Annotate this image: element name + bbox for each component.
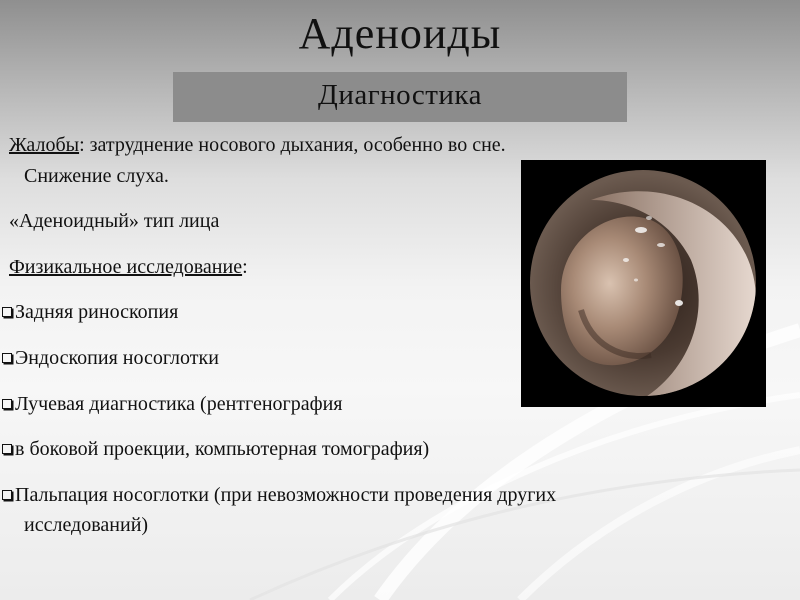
checklist-item-text: Пальпация носоглотки (при невозможности проведения других	[15, 484, 557, 506]
checklist-item-text: Задняя риноскопия	[15, 301, 179, 323]
checkbox-bullet-icon	[2, 399, 12, 409]
physical-exam-lead: Физикальное исследование	[9, 256, 243, 278]
checklist-item-text: в боковой проекции, компьютерная томография)	[15, 438, 430, 460]
checklist-item-text: Лучевая диагностика (рентгенография	[15, 393, 343, 415]
complaints-text: : затруднение носового дыхания, особенно во сне.	[79, 134, 506, 156]
checkbox-bullet-icon	[2, 444, 12, 454]
checklist-item	[2, 299, 178, 325]
physical-exam-colon: :	[242, 256, 248, 278]
complaints-lead: Жалобы	[9, 134, 80, 156]
slide-subtitle: Диагностика	[318, 79, 482, 111]
checkbox-bullet-icon	[2, 490, 12, 500]
endoscopy-image	[521, 160, 766, 407]
complaints-line	[8, 132, 506, 161]
checklist-item-text: Эндоскопия носоглотки	[15, 347, 219, 369]
face-type-line	[8, 208, 219, 237]
endoscopy-photo-icon	[521, 160, 766, 407]
checkbox-bullet-icon	[2, 307, 12, 317]
checklist-continuation: исследований)	[24, 514, 149, 536]
complaints-continuation: Снижение слуха.	[24, 165, 169, 187]
checklist-item	[2, 345, 219, 371]
checklist-item	[2, 482, 556, 508]
checkbox-bullet-icon	[2, 353, 12, 363]
face-type-text: «Аденоидный» тип лица	[9, 210, 220, 232]
slide-title: Аденоиды	[298, 9, 502, 58]
checklist-item	[2, 391, 342, 417]
checklist-item	[2, 436, 429, 462]
physical-exam-line	[8, 254, 248, 283]
